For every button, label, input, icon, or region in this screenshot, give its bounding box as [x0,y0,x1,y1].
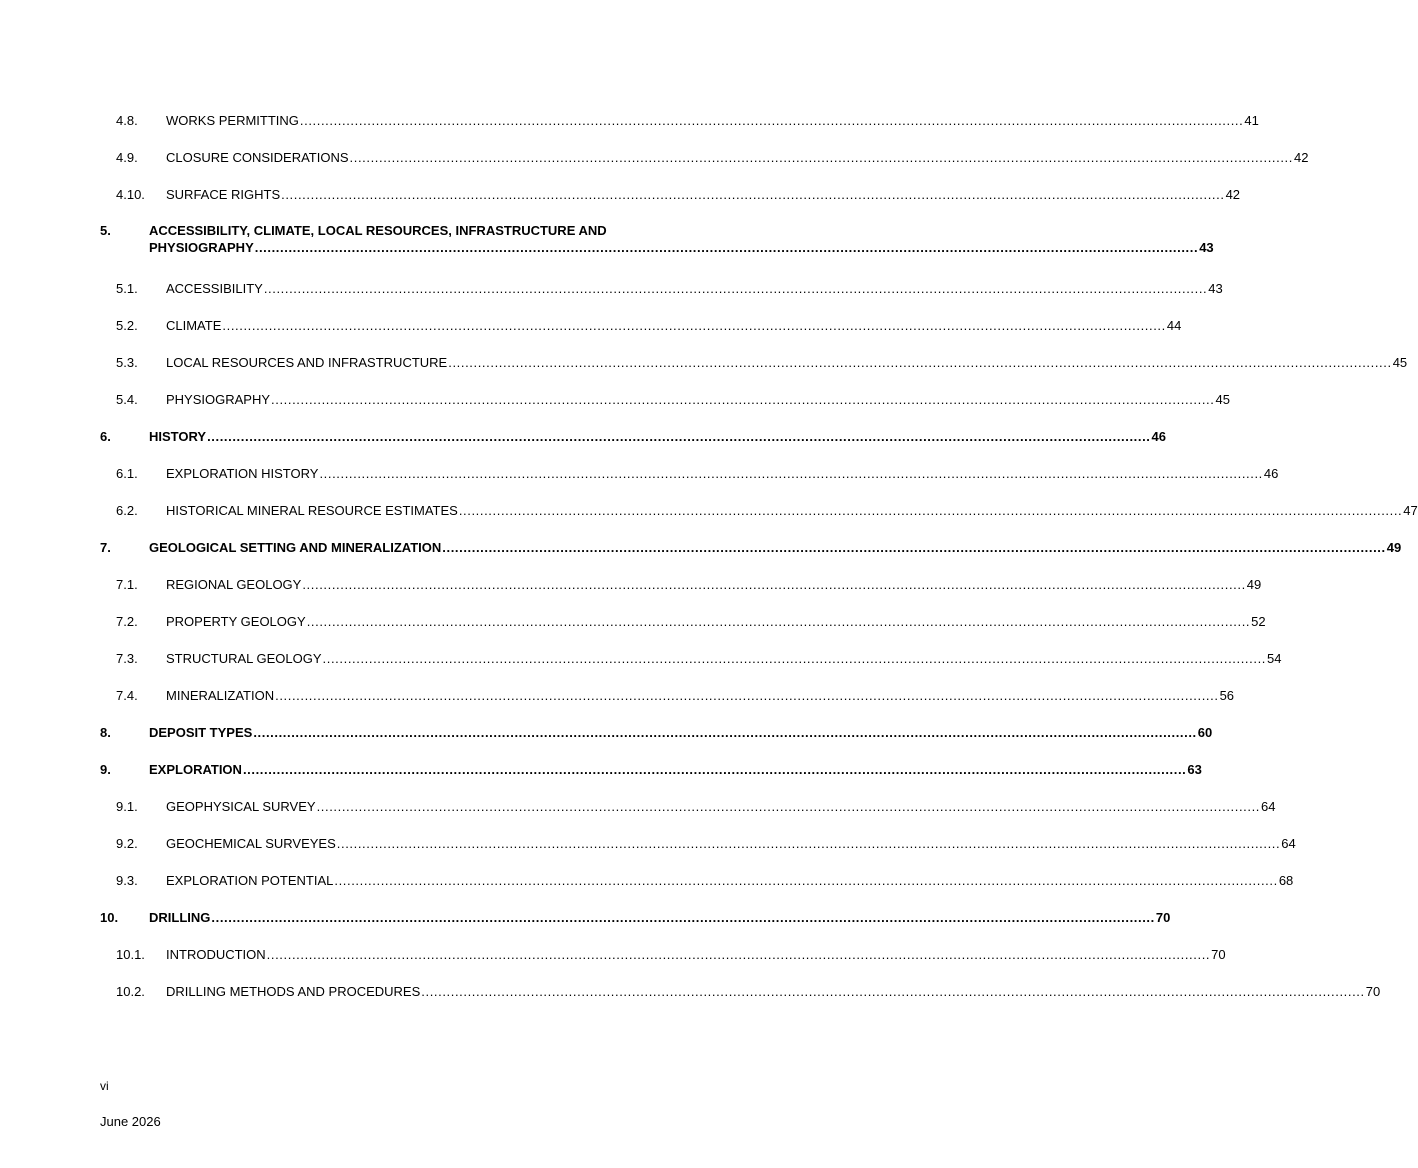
dot-leader [307,613,1250,630]
toc-number: 7.1. [116,577,138,592]
toc-title: PHYSIOGRAPHY [166,392,271,407]
dot-leader [255,239,1198,256]
toc-page-number: 52 [1251,614,1266,629]
toc-title: DRILLING METHODS AND PROCEDURES [166,984,421,999]
dot-leader [271,391,1214,408]
toc-title: CLIMATE [166,318,222,333]
toc-page-number: 56 [1219,688,1235,703]
toc-number: 7.4. [116,688,138,703]
toc-entry[interactable] [116,112,1259,129]
toc-title: PROPERTY GEOLOGY [166,614,306,629]
toc-entry[interactable] [116,280,1223,297]
toc-title: DEPOSIT TYPES [149,725,253,740]
toc-number: 4.10. [116,187,145,202]
toc-number: 9.1. [116,799,138,814]
toc-entry-main[interactable] [100,428,1166,445]
toc-title: ACCESSIBILITY [166,281,263,296]
toc-number: 6.1. [116,466,138,481]
toc-entry-main[interactable] [100,761,1202,778]
toc-title: STRUCTURAL GEOLOGY [166,651,322,666]
toc-title: GEOLOGICAL SETTING AND MINERALIZATION [149,540,442,555]
toc-number: 4.9. [116,150,138,165]
toc-entry[interactable] [116,465,1279,482]
toc-page-number: 46 [1263,466,1279,481]
dot-leader [442,539,1385,556]
toc-title: LOCAL RESOURCES AND INFRASTRUCTURE [166,355,448,370]
toc-number: 6. [100,429,111,444]
toc-entry[interactable] [116,502,1418,519]
toc-entry-main[interactable] [100,724,1213,741]
dot-leader [302,576,1245,593]
toc-entry[interactable] [116,576,1262,593]
toc-page-number: 68 [1278,873,1294,888]
toc-title: DRILLING [149,910,211,925]
toc-title: HISTORICAL MINERAL RESOURCE ESTIMATES [166,503,458,518]
toc-number: 5.2. [116,318,138,333]
toc-entry[interactable] [116,983,1381,1000]
toc-page-number: 54 [1267,651,1282,666]
dot-leader [459,502,1402,519]
toc-entry[interactable] [116,391,1230,408]
dot-leader [323,650,1266,667]
toc-title: REGIONAL GEOLOGY [166,577,302,592]
dot-leader [448,354,1391,371]
toc-page-number: 47 [1403,503,1418,518]
toc-page-number: 45 [1392,355,1408,370]
toc-page-number: 45 [1215,392,1230,407]
toc-title: EXPLORATION [149,762,242,777]
toc-page-number: 42 [1225,187,1241,202]
dot-leader [281,186,1224,203]
toc-page-number: 43 [1199,240,1214,255]
footer-date: June 2026 [100,1114,161,1129]
toc-number: 4.8. [116,113,138,128]
dot-leader [222,317,1165,334]
toc-title: MINERALIZATION [166,688,275,703]
toc-number: 10.1. [116,947,145,962]
toc-title: CLOSURE CONSIDERATIONS [166,150,349,165]
toc-page-number: 49 [1386,540,1402,555]
toc-page-number: 63 [1187,762,1202,777]
toc-page-number: 70 [1365,984,1381,999]
toc-page-number: 46 [1151,429,1166,444]
toc-entry[interactable] [116,613,1266,630]
toc-number: 10.2. [116,984,145,999]
toc-number: 9.2. [116,836,138,851]
dot-leader [319,465,1262,482]
toc-page-number: 43 [1208,281,1223,296]
toc-page-number: 70 [1155,910,1171,925]
dot-leader [300,112,1243,129]
dot-leader [207,428,1150,445]
toc-entry[interactable] [116,687,1235,704]
toc-title: GEOPHYSICAL SURVEY [166,799,316,814]
toc-entry[interactable] [116,835,1296,852]
toc-number: 7.3. [116,651,138,666]
toc-number: 5.3. [116,355,138,370]
toc-number: 5.4. [116,392,138,407]
toc-page-number: 44 [1166,318,1182,333]
dot-leader [350,149,1293,166]
dot-leader [317,798,1260,815]
toc-entry-main[interactable] [100,222,1214,256]
dot-leader [253,724,1196,741]
toc-title: WORKS PERMITTING [166,113,299,128]
toc-page-number: 42 [1293,150,1309,165]
toc-title: SURFACE RIGHTS [166,187,281,202]
toc-number: 9.3. [116,873,138,888]
toc-number: 7. [100,540,111,555]
toc-entry[interactable] [116,149,1309,166]
toc-entry[interactable] [116,872,1294,889]
toc-number: 10. [100,910,119,925]
toc-title: INTRODUCTION [166,947,266,962]
toc-number: 5.1. [116,281,138,296]
toc-title-line1: ACCESSIBILITY, CLIMATE, LOCAL RESOURCES, INFRASTRUCTURE AND [149,223,607,238]
toc-title: GEOCHEMICAL SURVEYES [166,836,336,851]
toc-title-line2: PHYSIOGRAPHY [149,240,254,255]
toc-number: 5. [100,223,111,238]
toc-page-number: 49 [1246,577,1262,592]
toc-page-number: 41 [1244,113,1259,128]
dot-leader [337,835,1280,852]
toc-page-number: 64 [1281,836,1296,851]
footer-page-number: vi [100,1079,109,1093]
toc-title: EXPLORATION HISTORY [166,466,319,481]
dot-leader [267,946,1210,963]
dot-leader [275,687,1218,704]
toc-number: 7.2. [116,614,138,629]
toc-page-number: 70 [1211,947,1226,962]
toc-entry[interactable] [116,798,1276,815]
dot-leader [264,280,1207,297]
toc-entry-main[interactable] [100,539,1402,556]
toc-entry[interactable] [116,650,1282,667]
toc-number: 6.2. [116,503,138,518]
toc-entry[interactable] [116,186,1241,203]
dot-leader [211,909,1154,926]
dot-leader [243,761,1186,778]
toc-page-number: 60 [1197,725,1213,740]
toc-entry-main[interactable] [100,909,1171,926]
toc-title: EXPLORATION POTENTIAL [166,873,334,888]
dot-leader [334,872,1277,889]
toc-entry[interactable] [116,317,1182,334]
toc-page-number: 64 [1261,799,1276,814]
toc-title: HISTORY [149,429,207,444]
toc-number: 8. [100,725,111,740]
toc-entry[interactable] [116,946,1226,963]
dot-leader [421,983,1364,1000]
toc-number: 9. [100,762,111,777]
toc-entry[interactable] [116,354,1408,371]
